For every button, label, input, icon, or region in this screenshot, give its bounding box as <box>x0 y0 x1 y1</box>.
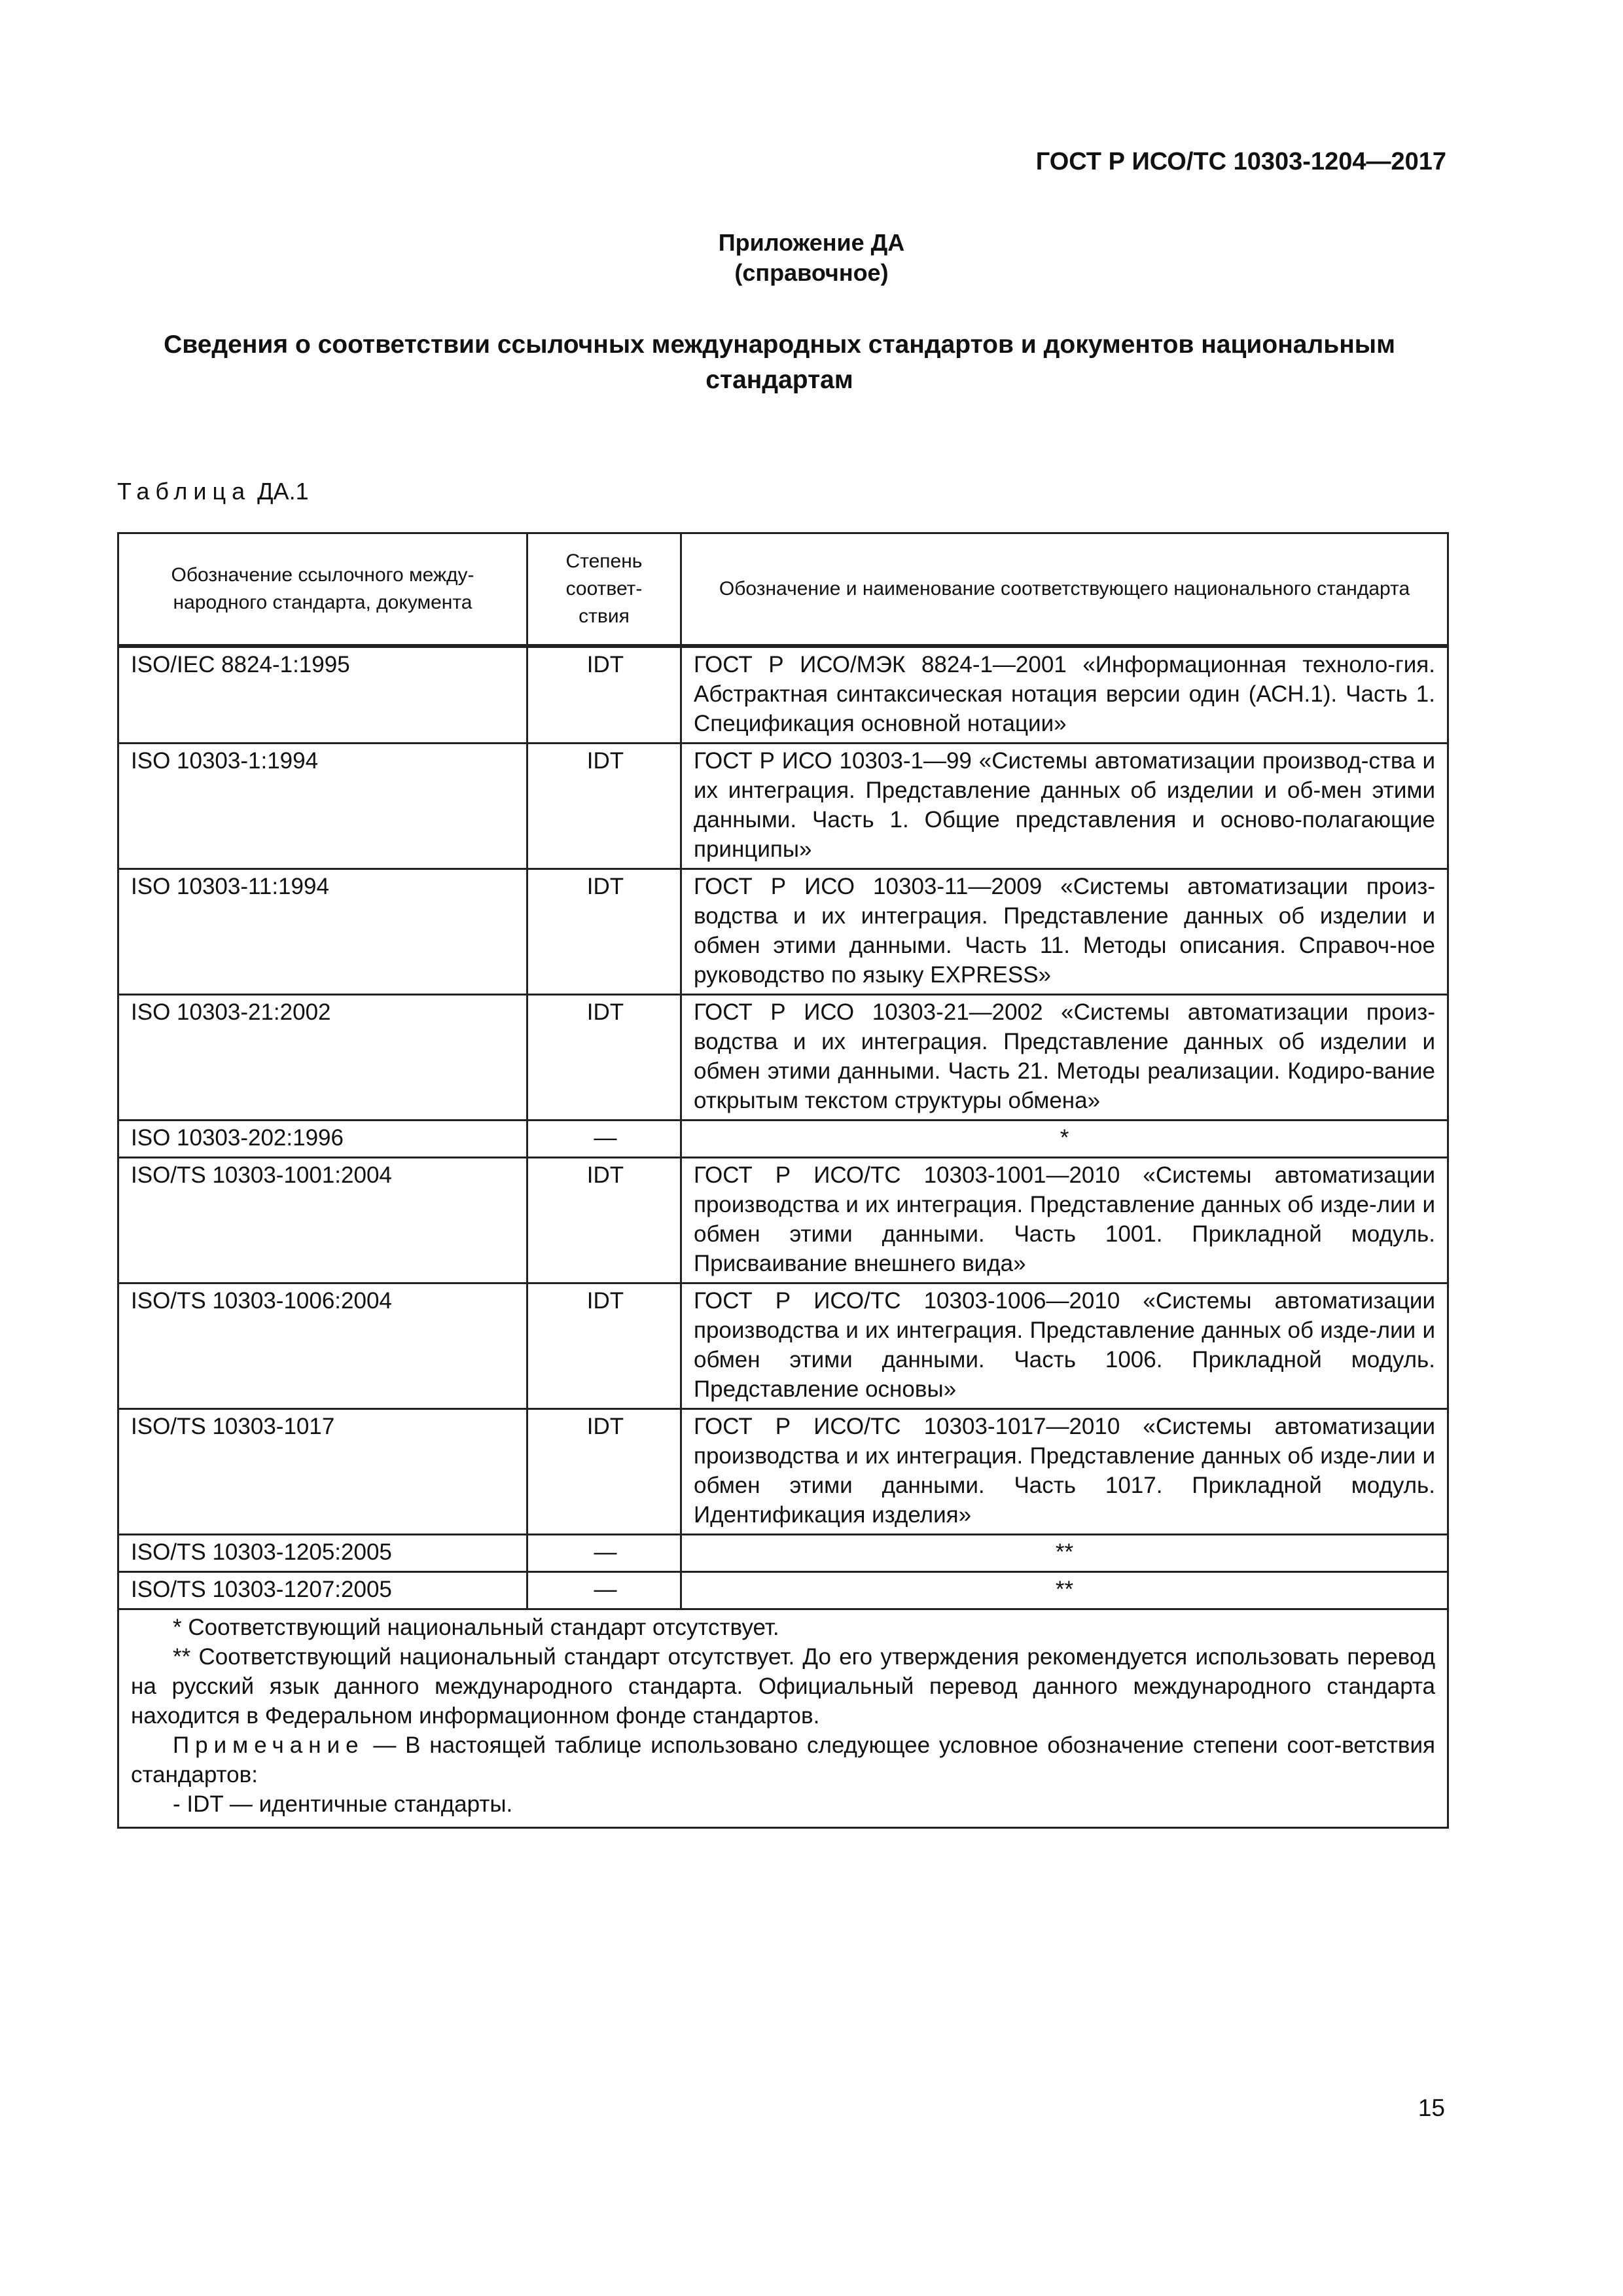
cell-national: ** <box>681 1572 1448 1609</box>
table-row <box>118 1158 1448 1283</box>
cell-degree: — <box>527 1121 681 1158</box>
correspondence-table <box>117 532 1449 1829</box>
cell-reference: ISO 10303-202:1996 <box>118 1121 527 1158</box>
table-row <box>118 646 1448 744</box>
section-title-line-2: стандартам <box>705 366 853 394</box>
page-number: 15 <box>1418 2094 1445 2121</box>
cell-reference: ISO 10303-1:1994 <box>118 744 527 869</box>
cell-degree: IDT <box>527 1283 681 1409</box>
table-footnotes <box>118 1609 1448 1828</box>
table-note-label: Примечание <box>173 1732 365 1758</box>
header-degree: Степень соответ-ствия <box>527 533 681 647</box>
annex-title: Приложение ДА <box>718 229 905 256</box>
annex-heading <box>0 228 1623 288</box>
header-national-standard: Обозначение и наименование соответствующего национального стандарта <box>681 533 1448 647</box>
cell-reference: ISO 10303-21:2002 <box>118 995 527 1121</box>
section-title-line-1: Сведения о соответствии ссылочных международных стандартов и документов национальным <box>164 331 1395 359</box>
footnote-single-star: * Соответствующий национальный стандарт отсутствует. <box>173 1615 779 1640</box>
table-row <box>118 869 1448 995</box>
cell-degree: IDT <box>527 995 681 1121</box>
table-caption <box>117 478 309 505</box>
table-note <box>131 1731 1435 1789</box>
table-caption-word: Таблица <box>117 478 251 505</box>
section-title <box>111 327 1448 398</box>
cell-degree: IDT <box>527 1409 681 1535</box>
document-code: ГОСТ Р ИСО/ТС 10303-1204—2017 <box>1035 148 1446 175</box>
annex-subtitle: (справочное) <box>734 259 889 286</box>
cell-reference: ISO/IEC 8824-1:1995 <box>118 646 527 744</box>
cell-degree: — <box>527 1572 681 1609</box>
cell-degree: IDT <box>527 869 681 995</box>
table-row <box>118 995 1448 1121</box>
table-row <box>118 1121 1448 1158</box>
table-row <box>118 744 1448 869</box>
cell-reference: ISO 10303-11:1994 <box>118 869 527 995</box>
table-row <box>118 1409 1448 1535</box>
cell-national: * <box>681 1121 1448 1158</box>
cell-national: ГОСТ Р ИСО 10303-21—2002 «Системы автоматизации произ-водства и их интеграция. Представление данных об изделии и обмен этими данными. Часть 21. Методы реализации. Кодиро-вание открытым текстом структуры обмена» <box>681 995 1448 1121</box>
cell-national: ГОСТ Р ИСО/ТС 10303-1001—2010 «Системы автоматизации производства и их интеграция. Представление данных об изде-лии и обмен этими данными. Часть 1001. Прикладной модуль. Присваивание внешнего вида» <box>681 1158 1448 1283</box>
cell-degree: IDT <box>527 744 681 869</box>
footnote-double-star: ** Соответствующий национальный стандарт отсутствует. До его утверждения рекомендуется использовать перевод на русский язык данного международного стандарта. Официальный перевод данного международного стандарта находится в Федеральном информационном фонде стандартов. <box>131 1644 1435 1729</box>
table-caption-number: ДА.1 <box>257 478 309 505</box>
cell-degree: IDT <box>527 646 681 744</box>
cell-reference: ISO/TS 10303-1001:2004 <box>118 1158 527 1283</box>
cell-reference: ISO/TS 10303-1207:2005 <box>118 1572 527 1609</box>
cell-national: ГОСТ Р ИСО 10303-11—2009 «Системы автоматизации произ-водства и их интеграция. Представление данных об изделии и обмен этими данными. Часть 11. Методы описания. Справоч-ное руководство по языку EXPRESS» <box>681 869 1448 995</box>
cell-degree: — <box>527 1535 681 1572</box>
table-row <box>118 1535 1448 1572</box>
table-row <box>118 1572 1448 1609</box>
cell-reference: ISO/TS 10303-1017 <box>118 1409 527 1535</box>
cell-national: ГОСТ Р ИСО/ТС 10303-1017—2010 «Системы автоматизации производства и их интеграция. Представление данных об изде-лии и обмен этими данными. Часть 1017. Прикладной модуль. Идентификация изделия» <box>681 1409 1448 1535</box>
cell-national: ** <box>681 1535 1448 1572</box>
table-row <box>118 1283 1448 1409</box>
table-note-text: — В настоящей таблице использовано следующее условное обозначение степени соот-ветствия стандартов: <box>131 1732 1435 1787</box>
cell-reference: ISO/TS 10303-1205:2005 <box>118 1535 527 1572</box>
table-note-idt: - IDT — идентичные стандарты. <box>173 1791 513 1817</box>
cell-reference: ISO/TS 10303-1006:2004 <box>118 1283 527 1409</box>
cell-national: ГОСТ Р ИСО 10303-1—99 «Системы автоматизации производ-ства и их интеграция. Представление данных об изделии и об-мен этими данными. Часть 1. Общие представления и осново-полагающие принципы» <box>681 744 1448 869</box>
cell-national: ГОСТ Р ИСО/МЭК 8824-1—2001 «Информационная техноло-гия. Абстрактная синтаксическая нотация версии один (АСН.1). Часть 1. Спецификация основной нотации» <box>681 646 1448 744</box>
table-header-row <box>118 533 1448 647</box>
table-footnotes-row <box>118 1609 1448 1828</box>
cell-national: ГОСТ Р ИСО/ТС 10303-1006—2010 «Системы автоматизации производства и их интеграция. Представление данных об изде-лии и обмен этими данными. Часть 1006. Прикладной модуль. Представление основы» <box>681 1283 1448 1409</box>
header-reference-standard: Обозначение ссылочного между-народного стандарта, документа <box>118 533 527 647</box>
cell-degree: IDT <box>527 1158 681 1283</box>
